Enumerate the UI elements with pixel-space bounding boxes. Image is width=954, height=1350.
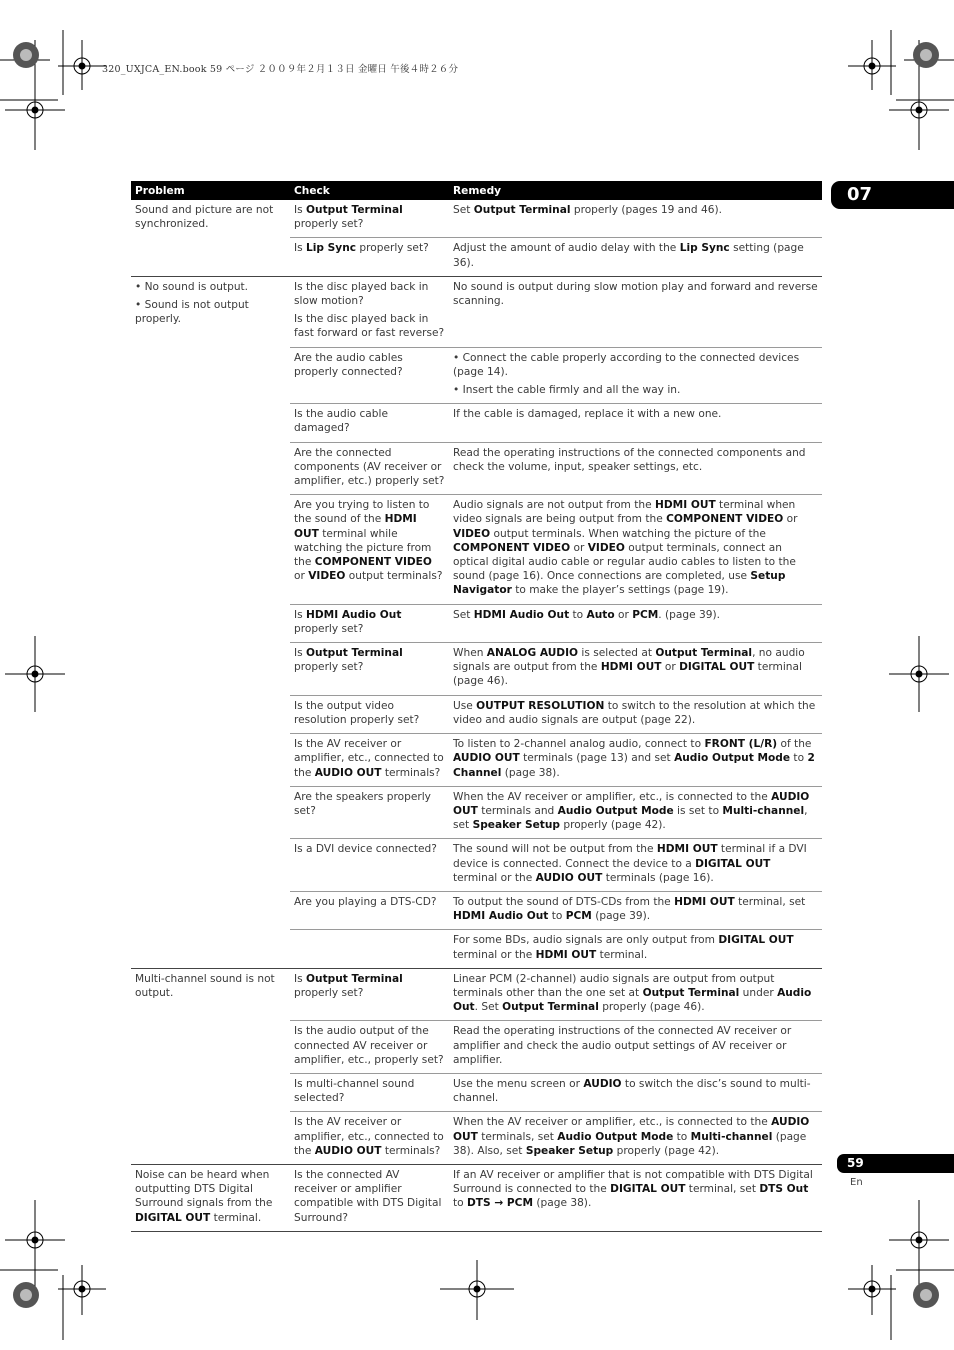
cell-paragraph: [453, 933, 818, 961]
check-cell: [290, 442, 449, 495]
text-run: Is a DVI device connected?: [294, 843, 437, 856]
check-cell: [290, 786, 449, 839]
text-run: . Set: [474, 1001, 503, 1014]
text-run: Set: [453, 204, 474, 216]
check-cell: [290, 347, 449, 404]
text-run: properly set?: [356, 242, 429, 255]
text-run: Are the connected components (AV receiver or amplifier, etc.) properly set?: [294, 446, 445, 488]
bold-term: VIDEO: [587, 541, 625, 554]
bold-term: DIGITAL OUT: [718, 934, 794, 947]
bold-term: DIGITAL OUT: [679, 661, 755, 674]
bold-term: HDMI OUT: [600, 661, 662, 674]
bold-term: Lip Sync: [306, 242, 357, 255]
text-run: of the: [777, 738, 812, 751]
bold-term: Output Terminal: [306, 204, 403, 216]
text-run: terminals, set: [477, 1130, 558, 1143]
text-run: terminal when video signals are being output from the: [453, 499, 796, 526]
text-run: • No sound is output.: [135, 280, 249, 293]
cell-paragraph: [294, 351, 445, 379]
text-run: Use the menu screen or: [453, 1077, 584, 1090]
bold-term: Lip Sync: [679, 242, 730, 255]
cell-paragraph: [453, 351, 818, 379]
text-run: terminal.: [596, 948, 648, 961]
table-body: [131, 200, 822, 1231]
check-cell: [290, 200, 449, 238]
cell-paragraph: [453, 972, 818, 1015]
text-run: terminal while watching the picture from the: [294, 527, 432, 569]
text-run: to: [673, 1130, 691, 1143]
text-run: setting (page 36).: [453, 242, 804, 269]
text-run: Is the AV receiver or amplifier, etc., connected to the: [294, 1116, 444, 1157]
bold-term: 2 Channel: [453, 752, 815, 779]
bold-term: HDMI OUT: [674, 895, 735, 908]
text-run: is selected at: [578, 647, 656, 660]
cell-paragraph: [453, 241, 818, 269]
bold-term: Output Terminal: [473, 204, 571, 216]
bold-term: OUTPUT RESOLUTION: [476, 699, 605, 712]
text-run: (page 39).: [591, 910, 651, 923]
cell-paragraph: [453, 1115, 818, 1158]
bold-term: ANALOG AUDIO: [486, 647, 579, 660]
remedy-cell: [449, 200, 822, 238]
cell-paragraph: [453, 407, 818, 421]
text-run: properly (pages 19 and 46).: [570, 204, 722, 216]
cell-paragraph: [294, 646, 445, 674]
remedy-cell: [449, 786, 822, 839]
cell-paragraph: [453, 203, 818, 217]
cell-paragraph: [294, 842, 445, 856]
bold-term: Audio Output Mode: [674, 752, 791, 765]
bold-term: AUDIO OUT: [314, 1144, 382, 1157]
text-run: , set: [453, 804, 808, 832]
bold-term: HDMI OUT: [655, 499, 716, 512]
text-run: terminals and: [477, 804, 558, 817]
bold-term: HDMI OUT: [656, 843, 718, 856]
bold-term: HDMI Audio Out: [473, 608, 570, 621]
text-run: When: [453, 647, 487, 660]
cell-paragraph: [453, 790, 818, 833]
bold-term: DIGITAL OUT: [135, 1211, 211, 1224]
cell-paragraph: [294, 1024, 445, 1067]
problem-cell: [131, 200, 290, 276]
text-run: Is: [294, 608, 307, 621]
bold-term: Setup Navigator: [453, 570, 786, 597]
bold-term: AUDIO OUT: [453, 1116, 810, 1143]
cell-paragraph: [453, 842, 818, 885]
bold-term: Speaker Setup: [525, 1144, 614, 1157]
remedy-cell: [449, 1164, 822, 1231]
bold-term: VIDEO: [453, 527, 491, 540]
text-run: • Insert the cable firmly and all the way in.: [453, 384, 681, 397]
cell-paragraph: [294, 895, 445, 909]
check-cell: [290, 1021, 449, 1074]
text-run: properly (page 46).: [598, 1001, 705, 1014]
text-run: If the cable is damaged, replace it with a new one.: [453, 408, 722, 421]
bold-term: Output Terminal: [642, 986, 740, 999]
remedy-cell: [449, 839, 822, 892]
text-run: output terminals?: [345, 570, 443, 583]
text-run: terminals (page 13) and set: [519, 752, 675, 765]
bold-term: Multi-channel: [690, 1130, 773, 1143]
remedy-cell: [449, 695, 822, 733]
troubleshooting-table: [131, 181, 822, 1232]
text-run: or: [570, 541, 588, 554]
bold-term: AUDIO: [583, 1077, 622, 1090]
text-run: When the AV receiver or amplifier, etc., is connected to the: [453, 790, 772, 803]
text-run: terminal, set: [685, 1183, 760, 1196]
text-run: Is the audio output of the connected AV receiver or amplifier, etc., properly set?: [294, 1025, 444, 1066]
text-run: For some BDs, audio signals are only output from: [453, 934, 719, 947]
text-run: Is the audio cable damaged?: [294, 408, 388, 435]
text-run: to: [548, 910, 566, 923]
bold-term: AUDIO OUT: [453, 752, 520, 765]
bold-term: Audio Out: [453, 986, 812, 1014]
chapter-number-tab: 07: [831, 181, 954, 209]
text-run: Read the operating instructions of the connected AV receiver or amplifier and check the audio output settings of AV receiver or amplifier.: [453, 1025, 792, 1066]
remedy-cell: [449, 930, 822, 968]
text-run: Is: [294, 647, 307, 660]
cell-paragraph: [453, 1077, 818, 1105]
text-run: Sound and picture are not synchronized.: [135, 204, 274, 231]
bold-term: Audio Output Mode: [557, 1130, 674, 1143]
check-cell: [290, 891, 449, 929]
text-run: terminal or the: [453, 871, 536, 884]
remedy-cell: [449, 442, 822, 495]
remedy-cell: [449, 734, 822, 787]
cell-paragraph: [294, 1168, 445, 1225]
remedy-cell: [449, 1112, 822, 1165]
cell-paragraph: [453, 895, 818, 923]
text-run: When the AV receiver or amplifier, etc., is connected to the: [453, 1116, 772, 1129]
print-job-info: 320_UXJCA_EN.book 59 ページ ２００９年２月１３日 金曜日 午後４時２６分: [102, 64, 459, 75]
remedy-cell: [449, 276, 822, 347]
problem-cell: [131, 276, 290, 968]
text-run: Is: [294, 242, 307, 255]
text-run: to: [569, 608, 587, 621]
cell-paragraph: [294, 203, 445, 231]
bold-term: Output Terminal: [306, 972, 403, 985]
text-run: terminal, set: [734, 895, 806, 908]
bold-term: Audio Output Mode: [557, 804, 674, 817]
cell-paragraph: [453, 1168, 818, 1211]
text-run: (page 38).: [533, 1197, 592, 1210]
check-cell: [290, 238, 449, 276]
text-run: Linear PCM (2-channel) audio signals are output from output terminals other than the one set at: [453, 972, 775, 999]
text-run: Is the disc played back in fast forward or fast reverse?: [294, 313, 445, 340]
bold-term: AUDIO OUT: [453, 790, 810, 817]
cell-paragraph: [453, 737, 818, 780]
problem-cell: [131, 1164, 290, 1231]
text-run: Adjust the amount of audio delay with the: [453, 242, 680, 255]
bold-term: HDMI Audio Out: [453, 910, 549, 923]
text-run: No sound is output during slow motion play and forward and reverse scanning.: [453, 280, 818, 308]
bold-term: COMPONENT VIDEO: [666, 513, 784, 526]
text-run: output terminals. When watching the picture of the: [490, 527, 766, 540]
text-run: is set to: [673, 804, 723, 817]
text-run: terminal.: [210, 1211, 262, 1224]
bold-term: DIGITAL OUT: [695, 857, 771, 870]
check-cell: [290, 404, 449, 442]
text-run: • Sound is not output properly.: [135, 299, 249, 326]
language-code: En: [850, 1177, 863, 1188]
bold-term: Auto: [586, 608, 615, 621]
cell-paragraph: [453, 608, 818, 622]
check-cell: [290, 734, 449, 787]
remedy-cell: [449, 968, 822, 1021]
table-row: [131, 968, 822, 1021]
text-run: (page 38).: [501, 766, 560, 779]
table-header-row: [131, 181, 822, 200]
text-run: (page 38). Also, set: [453, 1130, 807, 1157]
text-run: to switch to the resolution at which the video and audio signals are output (page 22).: [453, 699, 816, 726]
bold-term: PCM: [632, 608, 659, 621]
text-run: . (page 39).: [658, 608, 720, 621]
page-number: 59: [837, 1154, 954, 1173]
table-row: [131, 200, 822, 238]
text-run: Is the disc played back in slow motion?: [294, 280, 429, 308]
text-run: Are the audio cables properly connected?: [294, 351, 403, 378]
text-run: Use: [453, 699, 477, 712]
text-run: terminals (page 16).: [602, 871, 714, 884]
cell-paragraph: [294, 312, 445, 340]
check-cell: [290, 1164, 449, 1231]
text-run: Audio signals are not output from the: [453, 499, 655, 512]
cell-paragraph: [294, 446, 445, 489]
cell-paragraph: [135, 972, 286, 1000]
cell-paragraph: [294, 699, 445, 727]
remedy-cell: [449, 1021, 822, 1074]
text-run: Read the operating instructions of the connected components and check the volume, input, speaker settings, etc.: [453, 446, 806, 473]
text-run: to: [453, 1197, 468, 1210]
text-run: or: [614, 608, 633, 621]
text-run: to switch the disc’s sound to multi-channel.: [453, 1077, 811, 1105]
cell-paragraph: [294, 1115, 445, 1158]
text-run: Is the AV receiver or amplifier, etc., connected to the: [294, 738, 444, 779]
cell-paragraph: [135, 203, 286, 231]
text-run: output terminals, connect an optical digital audio cable or regular audio cables to listen to the sound (page 16). Once connections are completed, use: [453, 541, 796, 583]
text-run: Are you trying to listen to the sound of the: [294, 499, 430, 526]
cell-paragraph: [453, 280, 818, 308]
text-run: Are the speakers properly set?: [294, 790, 431, 817]
text-run: under: [739, 986, 778, 999]
text-run: terminal or the: [453, 948, 536, 961]
bold-term: COMPONENT VIDEO: [314, 556, 432, 569]
bold-term: Output Terminal: [502, 1001, 599, 1014]
bold-term: HDMI OUT: [535, 948, 597, 961]
bold-term: Multi-channel: [722, 804, 805, 817]
text-run: Is the output video resolution properly set?: [294, 699, 420, 726]
check-cell: [290, 604, 449, 642]
text-run: properly set?: [294, 622, 364, 635]
cell-paragraph: [294, 498, 445, 583]
table-row: [131, 276, 822, 347]
check-cell: [290, 643, 449, 696]
bold-term: Output Terminal: [655, 647, 753, 660]
text-run: terminals?: [381, 766, 441, 779]
text-run: Set: [453, 608, 474, 621]
check-cell: [290, 1112, 449, 1165]
text-run: Is multi-channel sound selected?: [294, 1077, 415, 1105]
check-cell: [290, 495, 449, 604]
text-run: Is the connected AV receiver or amplifier compatible with DTS Digital Surround?: [294, 1168, 442, 1224]
check-cell: [290, 276, 449, 347]
cell-paragraph: [294, 280, 445, 308]
text-run: or: [661, 661, 680, 674]
bold-term: COMPONENT VIDEO: [453, 541, 571, 554]
cell-paragraph: [135, 1168, 286, 1225]
text-run: If an AV receiver or amplifier that is not compatible with DTS Digital Surround is connected to the: [453, 1168, 813, 1196]
check-cell: [290, 968, 449, 1021]
text-run: Multi-channel sound is not output.: [135, 972, 275, 999]
bold-term: Output Terminal: [306, 647, 403, 660]
bold-term: HDMI OUT: [294, 513, 417, 540]
check-cell: [290, 1073, 449, 1111]
column-header-remedy: Remedy: [449, 181, 822, 200]
bold-term: DIGITAL OUT: [610, 1183, 686, 1196]
check-cell: [290, 930, 449, 968]
cell-paragraph: [294, 972, 445, 1000]
text-run: To output the sound of DTS-CDs from the: [453, 895, 675, 908]
text-run: to make the player’s settings (page 19).: [511, 584, 729, 597]
check-cell: [290, 839, 449, 892]
remedy-cell: [449, 1073, 822, 1111]
text-run: or: [783, 513, 798, 526]
remedy-cell: [449, 495, 822, 604]
cell-paragraph: [294, 241, 445, 255]
cell-paragraph: [453, 646, 818, 689]
text-run: properly (page 42).: [559, 819, 666, 832]
remedy-cell: [449, 604, 822, 642]
text-run: , no audio signals are output from the: [453, 647, 805, 674]
cell-paragraph: [294, 407, 445, 435]
text-run: or: [294, 570, 309, 583]
remedy-cell: [449, 891, 822, 929]
cell-paragraph: [294, 1077, 445, 1105]
column-header-check: Check: [290, 181, 449, 200]
text-run: Are you playing a DTS-CD?: [294, 895, 437, 908]
cell-paragraph: [453, 1024, 818, 1067]
cell-paragraph: [294, 737, 445, 780]
check-cell: [290, 695, 449, 733]
text-run: terminal (page 46).: [453, 661, 802, 688]
table-row: [131, 1164, 822, 1231]
bold-term: DTS Out: [759, 1183, 809, 1196]
cell-paragraph: [453, 446, 818, 474]
text-run: properly set?: [294, 218, 364, 231]
bold-term: PCM: [565, 910, 592, 923]
bold-term: AUDIO OUT: [314, 766, 382, 779]
text-run: The sound will not be output from the: [453, 843, 657, 856]
bold-term: DTS → PCM: [467, 1197, 533, 1210]
remedy-cell: [449, 238, 822, 276]
bold-term: AUDIO OUT: [535, 871, 603, 884]
text-run: terminal if a DVI device is connected. Connect the device to a: [453, 843, 807, 870]
remedy-cell: [449, 643, 822, 696]
cell-paragraph: [294, 608, 445, 636]
cell-paragraph: [453, 699, 818, 727]
text-run: Is: [294, 204, 307, 216]
cell-paragraph: [135, 298, 286, 326]
bold-term: HDMI Audio Out: [306, 608, 402, 621]
problem-cell: [131, 968, 290, 1164]
column-header-problem: Problem: [131, 181, 290, 200]
bold-term: Speaker Setup: [472, 819, 560, 832]
remedy-cell: [449, 347, 822, 404]
text-run: • Connect the cable properly according to the connected devices (page 14).: [453, 351, 800, 378]
text-run: Noise can be heard when outputting DTS Digital Surround signals from the: [135, 1168, 273, 1210]
bold-term: VIDEO: [308, 570, 346, 583]
text-run: To listen to 2-channel analog audio, connect to: [453, 738, 705, 751]
cell-paragraph: [294, 790, 445, 818]
text-run: properly set?: [294, 986, 364, 999]
text-run: to: [790, 752, 808, 765]
text-run: properly set?: [294, 661, 364, 674]
text-run: Is: [294, 972, 307, 985]
cell-paragraph: [135, 280, 286, 294]
text-run: terminals?: [381, 1144, 441, 1157]
remedy-cell: [449, 404, 822, 442]
cell-paragraph: [453, 383, 818, 397]
text-run: properly (page 42).: [613, 1144, 720, 1157]
cell-paragraph: [453, 498, 818, 597]
bold-term: FRONT (L/R): [704, 738, 778, 751]
